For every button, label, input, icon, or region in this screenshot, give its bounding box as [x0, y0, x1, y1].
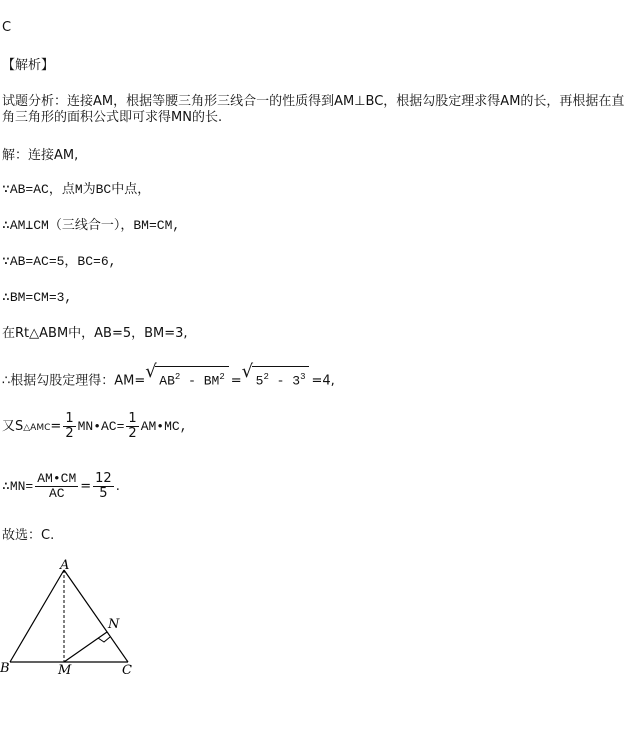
area-prefix: 又S [2, 419, 24, 434]
label-m: M [58, 663, 72, 678]
solution-line-3: ∴AM⊥CM（三线合一），BM=CM, [2, 218, 181, 233]
label-a: A [60, 558, 70, 573]
solution-line-1: 解：连接AM, [2, 148, 79, 163]
area-end: AM•MC, [140, 419, 188, 434]
solution-line-2: ∵AB=AC，点M为BC中点， [2, 182, 151, 197]
segment-mn [64, 632, 107, 662]
analysis-paragraph: 试题分析：连接AM，根据等腰三角形三线合一的性质得到AM⊥BC，根据勾股定理求得AM的长，再根据在直角三角形的面积公式即可求得MN的长. [2, 94, 625, 125]
area-subscript: △AMC [23, 423, 51, 433]
fraction-mn-num: AM•CM [37, 471, 77, 486]
solution-line-9 [2, 472, 120, 502]
solution-line-8 [2, 412, 188, 443]
radical-2: √ $5^2 - 3^3$ [242, 366, 310, 389]
rad1-term-a: AB [159, 373, 175, 389]
fraction-result [93, 472, 114, 501]
mn-end: . [115, 479, 120, 494]
fraction-half-1-den: 2 [65, 426, 74, 441]
label-n: N [108, 617, 120, 632]
triangle-figure [0, 558, 160, 688]
mn-prefix: ∴MN= [2, 479, 34, 494]
solution-line-5: ∴BM=CM=3, [2, 290, 73, 305]
fraction-half-2-num: 1 [128, 411, 137, 426]
rad2-term-a: 5 [255, 373, 264, 389]
rad2-exp-b: 3 [300, 372, 306, 382]
solution-line-7 [2, 361, 335, 389]
conclusion-line: 故选：C. [2, 528, 55, 543]
label-b: B [0, 661, 10, 676]
fraction-result-num: 12 [95, 471, 112, 486]
fraction-half-1 [63, 412, 75, 441]
fraction-half-1-num: 1 [65, 411, 74, 426]
radical-1: √ $AB^2 - BM^2$ [145, 366, 228, 389]
mn-eq: = [80, 479, 92, 494]
area-mid: MN•AC= [77, 419, 125, 434]
pythag-eq: = [230, 373, 242, 389]
side-ab [10, 570, 64, 662]
label-c: C [122, 663, 132, 678]
rad1-exp-b: 2 [219, 372, 225, 382]
answer-letter: C [2, 20, 12, 35]
fraction-mn-den: AC [48, 486, 65, 501]
fraction-half-2 [126, 412, 138, 441]
rad1-exp-a: 2 [174, 372, 181, 382]
pythag-prefix: ∴根据勾股定理得：AM= [2, 373, 146, 389]
area-eq: = [50, 419, 62, 434]
section-header: 【解析】 [2, 58, 55, 73]
rad2-exp-a: 2 [263, 372, 269, 382]
rad1-term-b: - BM [180, 373, 220, 389]
fraction-half-2-den: 2 [128, 426, 137, 441]
fraction-result-den: 5 [99, 486, 108, 501]
rad2-term-b: - 3 [268, 373, 301, 389]
side-ac [64, 570, 128, 662]
pythag-result: =4, [311, 373, 335, 389]
solution-line-6: 在Rt△ABM中，AB=5，BM=3, [2, 326, 188, 341]
fraction-mn [35, 472, 78, 501]
solution-line-4: ∵AB=AC=5，BC=6, [2, 254, 117, 269]
